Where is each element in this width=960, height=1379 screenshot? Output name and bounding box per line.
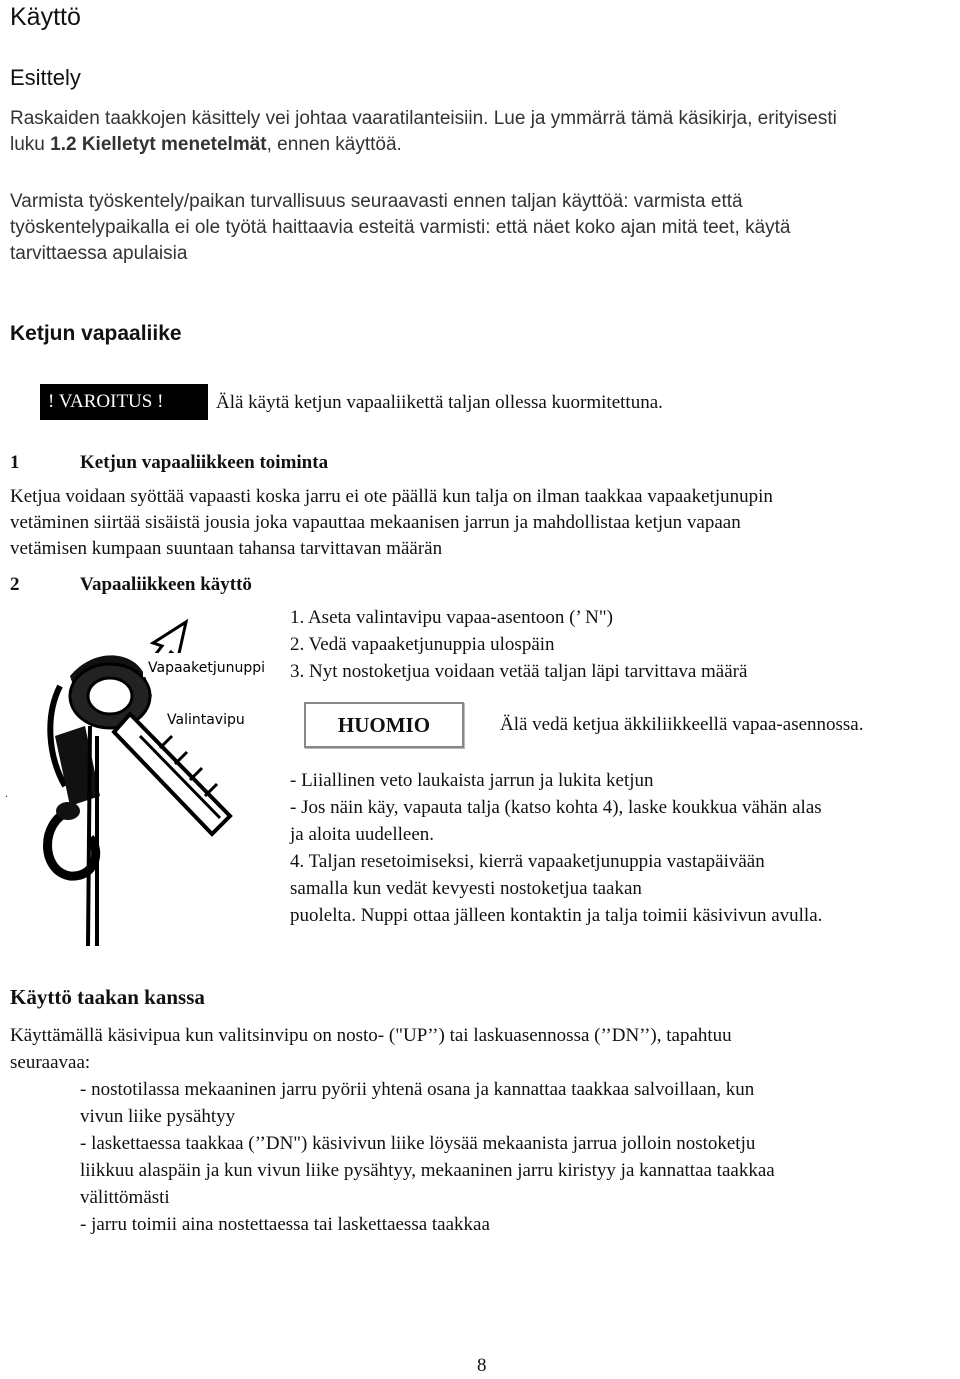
note-badge: HUOMIO bbox=[304, 702, 464, 748]
intro-paragraph-line: Varmista työskentely/paikan turvallisuus seuraavasti ennen taljan käyttöä: varmista että bbox=[10, 191, 743, 212]
extra-line: 4. Taljan resetoimiseksi, kierrä vapaaketjunuppia vastapäivään bbox=[290, 851, 765, 872]
page-title: Käyttö bbox=[10, 3, 81, 31]
with-load-item: - jarru toimii aina nostettaessa tai laskettaessa taakkaa bbox=[80, 1214, 490, 1235]
label-free-chain-knob: Vapaaketjunuppi bbox=[148, 660, 265, 676]
section-1-line: vetämisen kumpaan suuntaan tahansa tarvittavan määrän bbox=[10, 538, 443, 559]
intro-paragraph-line bbox=[10, 132, 402, 158]
extra-line: ja aloita uudelleen. bbox=[290, 824, 435, 845]
intro-heading: Esittely bbox=[10, 65, 81, 90]
with-load-item: vivun liike pysähtyy bbox=[80, 1106, 236, 1127]
with-load-item: liikkuu alaspäin ja kun vivun liike pysähtyy, mekaaninen jarru kiristyy ja kannattaa taakkaa bbox=[80, 1160, 775, 1181]
section-1-title: Ketjun vapaaliikkeen toiminta bbox=[80, 452, 329, 473]
with-load-item: välittömästi bbox=[80, 1187, 170, 1208]
extra-line: - Liiallinen veto laukaista jarrun ja lukita ketjun bbox=[290, 770, 654, 791]
step-item: 1. Aseta valintavipu vapaa-asentoon (’ N") bbox=[290, 607, 613, 628]
free-chain-heading: Ketjun vapaaliike bbox=[10, 322, 182, 345]
section-1-line: Ketjua voidaan syöttää vapaasti koska jarru ei ote päällä kun talja on ilman taakkaa vapaaketjunupin bbox=[10, 486, 773, 507]
with-load-item: - nostotilassa mekaaninen jarru pyörii yhtenä osana ja kannattaa taakkaa salvoillaan, kun bbox=[80, 1079, 755, 1100]
intro-paragraph-line: tarvittaessa apulaisia bbox=[10, 243, 188, 264]
extra-line: - Jos näin käy, vapauta talja (katso kohta 4), laske koukkua vähän alas bbox=[290, 797, 822, 818]
warning-badge: ! VAROITUS ! bbox=[40, 384, 208, 420]
section-2-title: Vapaaliikkeen käyttö bbox=[80, 574, 252, 595]
with-load-heading: Käyttö taakan kanssa bbox=[10, 985, 205, 1009]
with-load-line: Käyttämällä käsivipua kun valitsinvipu on nosto- ("UP’’) tai laskuasennossa (’’DN’’), tapahtuu bbox=[10, 1025, 732, 1046]
note-text: Älä vedä ketjua äkkiliikkeellä vapaa-asennossa. bbox=[500, 714, 864, 735]
page-number: 8 bbox=[477, 1355, 487, 1376]
warning-text: Älä käytä ketjun vapaaliikettä taljan ollessa kuormitettuna. bbox=[216, 392, 663, 413]
text-span: , ennen käyttöä. bbox=[266, 134, 402, 155]
section-2-number: 2 bbox=[10, 574, 20, 595]
section-1-line: vetäminen siirtää sisäistä jousia joka vapauttaa mekaanisen jarrun ja mahdollistaa ketjun vapaan bbox=[10, 512, 741, 533]
intro-paragraph-line: Raskaiden taakkojen käsittely vei johtaa vaaratilanteisiin. Lue ja ymmärrä tämä käsikirja, erityisesti bbox=[10, 108, 837, 129]
step-item: 3. Nyt nostoketjua voidaan vetää taljan läpi tarvittava määrä bbox=[290, 661, 748, 682]
section-1-number: 1 bbox=[10, 452, 20, 473]
extra-line: puolelta. Nuppi ottaa jälleen kontaktin ja talja toimii käsivivun avulla. bbox=[290, 905, 823, 926]
intro-paragraph-line: työskentelypaikalla ei ole työtä haittaavia esteitä varmisti: että näet koko ajan mitä teet, käytä bbox=[10, 217, 791, 238]
extra-line: samalla kun vedät kevyesti nostoketjua taakan bbox=[290, 878, 642, 899]
hoist-illustration bbox=[40, 606, 285, 946]
chapter-reference: 1.2 Kielletyt menetelmät bbox=[50, 134, 267, 155]
text-span: luku bbox=[10, 134, 51, 155]
with-load-line: seuraavaa: bbox=[10, 1052, 91, 1073]
label-selector-lever: Valintavipu bbox=[167, 712, 245, 728]
with-load-item: - laskettaessa taakkaa (’’DN") käsivivun liike löysää mekaanista jarrua jolloin nostoketju bbox=[80, 1133, 756, 1154]
margin-mark: . bbox=[5, 786, 8, 800]
step-item: 2. Vedä vapaaketjunuppia ulospäin bbox=[290, 634, 555, 655]
